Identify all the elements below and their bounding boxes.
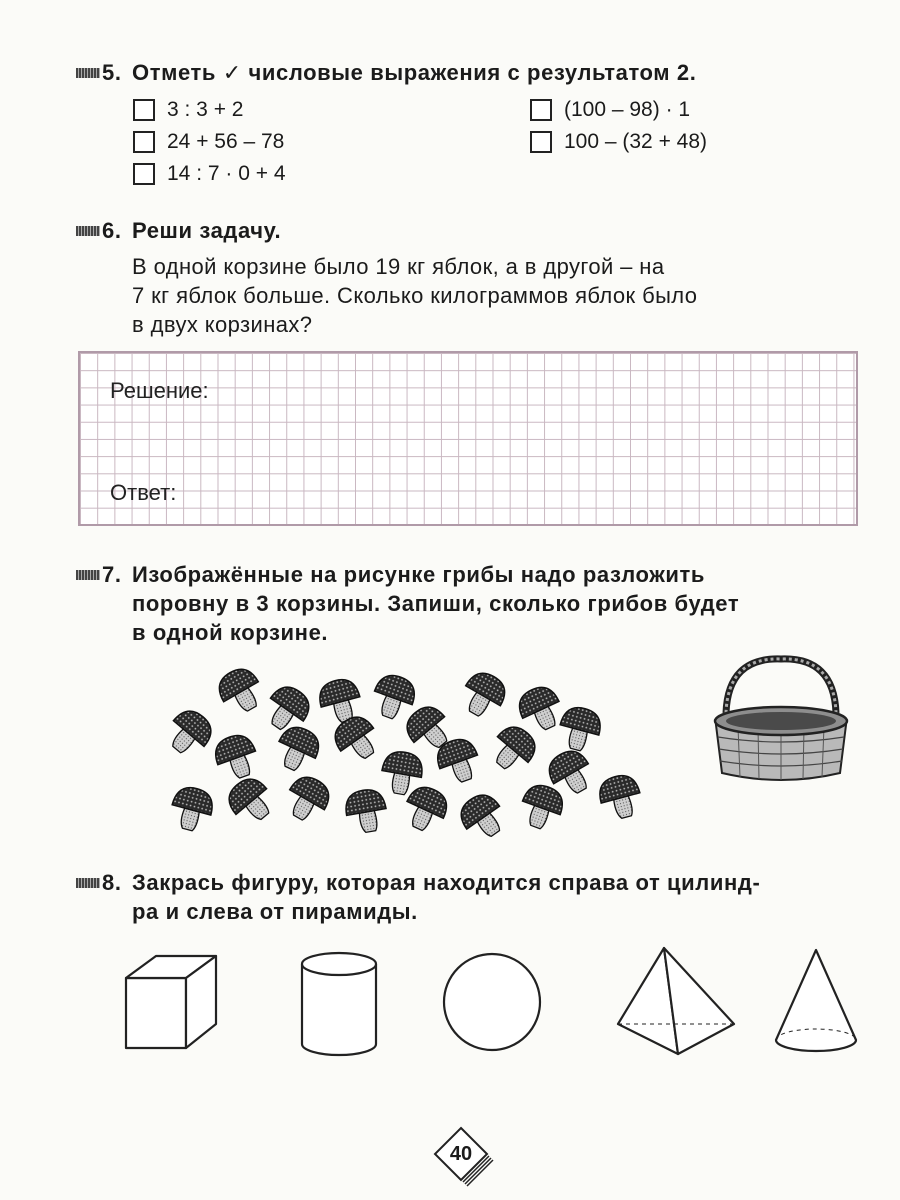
- mushroom-icon: [161, 704, 219, 762]
- mushroom-icon: [555, 704, 605, 755]
- solution-label: Решение:: [110, 378, 209, 403]
- task-title: Изображённые на рисунке грибы надо разложить: [132, 562, 706, 587]
- mushroom-icon: [280, 771, 336, 827]
- mushroom-icon: [516, 780, 568, 833]
- checkbox[interactable]: [530, 131, 552, 153]
- task-title: Закрась фигуру, которая находится справа от цилинд-: [132, 870, 761, 895]
- option-2[interactable]: [133, 130, 284, 154]
- option-1[interactable]: [133, 98, 243, 122]
- checkbox[interactable]: [133, 163, 155, 185]
- mushrooms-illustration: [150, 650, 680, 840]
- page-number-badge: [433, 1126, 489, 1182]
- pyramid-shape[interactable]: [610, 944, 740, 1060]
- mushroom-icon: [596, 772, 646, 823]
- task-5-header: [76, 58, 836, 88]
- mushroom-icon: [222, 772, 280, 830]
- option-5[interactable]: [530, 130, 707, 154]
- task-7-text: поровну в 3 корзины. Запиши, сколько грибов будет в одной корзине.: [132, 591, 740, 645]
- task-marker-icon: [76, 878, 100, 888]
- task-number: 5.: [102, 60, 122, 85]
- basket-icon: [708, 655, 854, 785]
- checkbox[interactable]: [133, 131, 155, 153]
- mushroom-icon: [328, 710, 385, 767]
- mushroom-icon: [271, 721, 325, 776]
- task-number: 6.: [102, 218, 122, 243]
- option-label: 14 : 7 · 0 + 4: [167, 162, 286, 185]
- option-label: 3 : 3 + 2: [167, 98, 244, 121]
- mushroom-icon: [485, 720, 543, 778]
- option-label: 24 + 56 – 78: [167, 130, 285, 153]
- mushroom-icon: [167, 784, 217, 835]
- option-4[interactable]: [530, 98, 690, 122]
- task-8-text: ра и слева от пирамиды.: [132, 899, 418, 924]
- task-title: Отметь ✓ числовые выражения с результатом 2.: [132, 60, 697, 85]
- checkbox[interactable]: [530, 99, 552, 121]
- task-6-text: В одной корзине было 19 кг яблок, а в другой – на 7 кг яблок больше. Сколько килограммов яблок было в двух корзинах?: [132, 254, 698, 337]
- page-number: 40: [449, 1142, 473, 1165]
- task-6-header: [76, 216, 836, 246]
- check-mark-icon: ✓: [222, 60, 242, 85]
- mushroom-icon: [213, 663, 269, 719]
- task-marker-icon: [76, 226, 100, 236]
- task-7-header: [76, 560, 856, 590]
- task-marker-icon: [76, 570, 100, 580]
- task-marker-icon: [76, 68, 100, 78]
- task-number: 7.: [102, 562, 122, 587]
- cube-shape[interactable]: [120, 952, 222, 1052]
- task-number: 8.: [102, 870, 122, 895]
- sphere-shape[interactable]: [440, 950, 544, 1054]
- mushroom-icon: [513, 681, 567, 736]
- cone-shape[interactable]: [768, 944, 864, 1056]
- mushroom-icon: [343, 787, 390, 835]
- checkbox[interactable]: [133, 99, 155, 121]
- mushroom-icon: [210, 730, 262, 783]
- answer-label: Ответ:: [110, 480, 177, 505]
- option-label: (100 – 98) · 1: [564, 98, 691, 121]
- task-8-header: [76, 868, 856, 898]
- task-title: Реши задачу.: [132, 218, 282, 243]
- mushroom-icon: [456, 667, 512, 723]
- mushroom-icon: [454, 788, 511, 840]
- mushroom-icon: [259, 680, 316, 737]
- cylinder-shape[interactable]: [296, 950, 382, 1058]
- option-3[interactable]: [133, 162, 286, 186]
- option-label: 100 – (32 + 48): [564, 130, 708, 153]
